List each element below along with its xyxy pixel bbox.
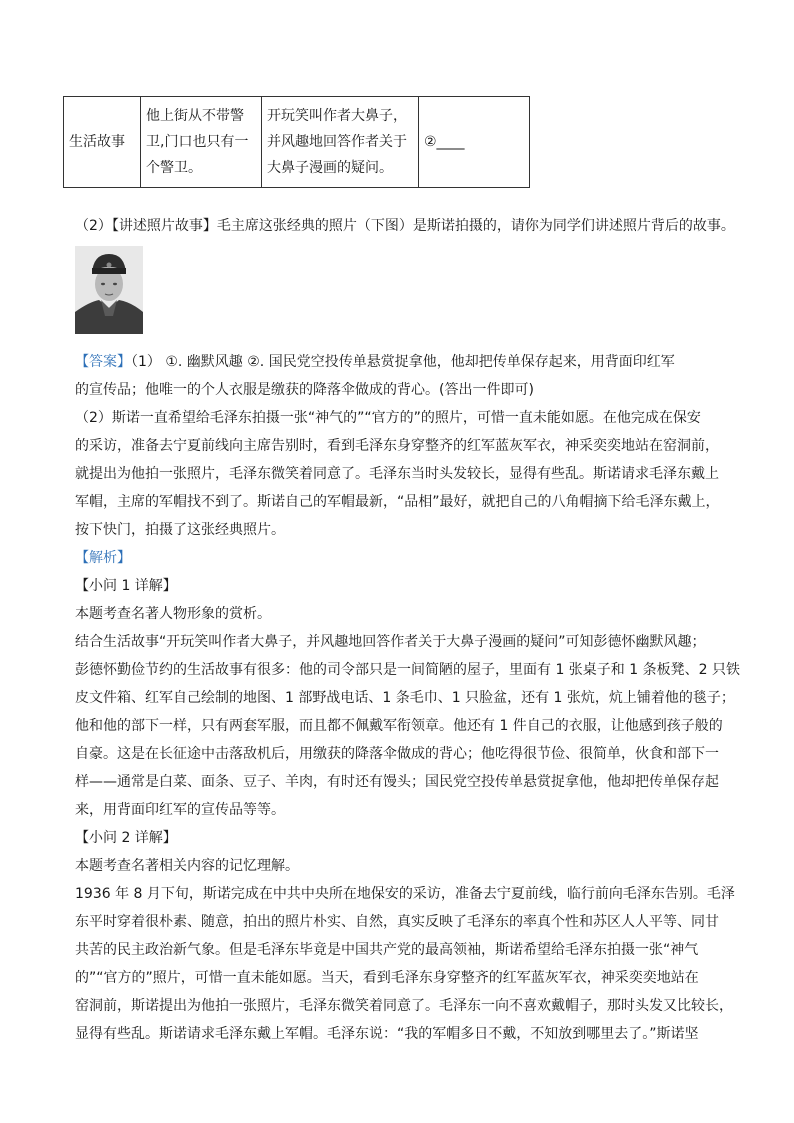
answer-text: （1） ①. 幽默风趣 ②. 国民党空投传单悬赏捉拿他，他却把传单保存起来，用背面印红军 bbox=[131, 354, 675, 370]
table-row bbox=[64, 97, 530, 188]
photo-container bbox=[75, 240, 755, 348]
cell-line: 开玩笑叫作者大鼻子， bbox=[267, 108, 407, 124]
story-cell-2 bbox=[262, 97, 419, 188]
analysis-line: 彭德怀勤俭节约的生活故事有很多：他的司令部只是一间简陋的屋子，里面有 1 张桌子和 1 条板凳、2 只铁 bbox=[75, 662, 740, 678]
row-label: 生活故事 bbox=[69, 134, 125, 150]
blank-answer: ②____ bbox=[424, 134, 465, 150]
analysis-line: 的”“官方的”照片，可惜一直未能如愿。当天，看到毛泽东身穿整齐的红军蓝灰军衣，神采奕奕地站在 bbox=[75, 970, 699, 986]
sub-question-1-title: 【小问 1 详解】 bbox=[75, 578, 177, 594]
document-body bbox=[75, 212, 755, 1048]
analysis-line: 显得有些乱。斯诺请求毛泽东戴上军帽。毛泽东说：“我的军帽多日不戴，不知放到哪里去了。”斯诺坚 bbox=[75, 1026, 699, 1042]
cell-line: 个警卫。 bbox=[146, 160, 202, 176]
blank-answer-cell bbox=[419, 97, 530, 188]
analysis-line: 他和他的部下一样，只有两套军服，而且都不佩戴军衔领章。他还有 1 件自己的衣服，让他感到孩子般的 bbox=[75, 718, 723, 734]
question-2: （2）【讲述照片故事】毛主席这张经典的照片（下图）是斯诺拍摄的，请你为同学们讲述照片背后的故事。 bbox=[75, 218, 735, 234]
analysis-tag: 【解析】 bbox=[75, 550, 131, 566]
answer-line: 就提出为他拍一张照片，毛泽东微笑着同意了。毛泽东当时头发较长，显得有些乱。斯诺请求毛泽东戴上 bbox=[75, 466, 719, 482]
analysis-line: 东平时穿着很朴素、随意，拍出的照片朴实、自然，真实反映了毛泽东的率真个性和苏区人人平等、同甘 bbox=[75, 914, 719, 930]
analysis-line: 窑洞前，斯诺提出为他拍一张照片，毛泽东微笑着同意了。毛泽东一向不喜欢戴帽子，那时头发又比较长， bbox=[75, 998, 733, 1014]
story-cell-1 bbox=[141, 97, 262, 188]
analysis-line: 结合生活故事“开玩笑叫作者大鼻子，并风趣地回答作者关于大鼻子漫画的疑问”可知彭德怀幽默风趣； bbox=[75, 634, 706, 650]
story-table bbox=[63, 96, 530, 188]
answer-tag: 【答案】 bbox=[75, 354, 131, 370]
row-label-cell bbox=[64, 97, 141, 188]
analysis-line: 共苦的民主政治新气象。但是毛泽东毕竟是中国共产党的最高领袖，斯诺希望给毛泽东拍摄一张“神气 bbox=[75, 942, 699, 958]
answer-line: 按下快门，拍摄了这张经典照片。 bbox=[75, 522, 285, 538]
cell-line: 大鼻子漫画的疑问。 bbox=[267, 160, 393, 176]
answer-line: （2）斯诺一直希望给毛泽东拍摄一张“神气的”“官方的”的照片，可惜一直未能如愿。在他完成在保安 bbox=[75, 410, 701, 426]
cell-line: 卫,门口也只有一 bbox=[146, 134, 249, 150]
analysis-line: 本题考查名著相关内容的记忆理解。 bbox=[75, 858, 299, 874]
analysis-line: 1936 年 8 月下旬，斯诺完成在中共中央所在地保安的采访，准备去宁夏前线，临行前向毛泽东告别。毛泽 bbox=[75, 886, 735, 902]
portrait-photo bbox=[75, 246, 143, 334]
analysis-line: 本题考查名著人物形象的赏析。 bbox=[75, 606, 271, 622]
analysis-line: 来，用背面印红军的宣传品等等。 bbox=[75, 802, 285, 818]
analysis-line: 自豪。这是在长征途中击落敌机后，用缴获的降落伞做成的背心；他吃得很节俭、很简单，伙食和部下一 bbox=[75, 746, 719, 762]
cell-line: 他上街从不带警 bbox=[146, 108, 244, 124]
analysis-line: 皮文件箱、红军自己绘制的地图、1 部野战电话、1 条毛巾、1 只脸盆，还有 1 张炕，炕上铺着他的毯子； bbox=[75, 690, 735, 706]
answer-line: 的采访，准备去宁夏前线向主席告别时，看到毛泽东身穿整齐的红军蓝灰军衣，神采奕奕地站在窑洞前， bbox=[75, 438, 719, 454]
answer-line: 的宣传品；他唯一的个人衣服是缴获的降落伞做成的背心。(答出一件即可) bbox=[75, 382, 534, 398]
analysis-line: 样——通常是白菜、面条、豆子、羊肉，有时还有馒头；国民党空投传单悬赏捉拿他，他却把传单保存起 bbox=[75, 774, 719, 790]
cell-line: 并风趣地回答作者关于 bbox=[267, 134, 407, 150]
answer-line bbox=[75, 348, 755, 376]
sub-question-2-title: 【小问 2 详解】 bbox=[75, 830, 177, 846]
answer-line: 军帽，主席的军帽找不到了。斯诺自己的军帽最新，“品相”最好，就把自己的八角帽摘下给毛泽东戴上， bbox=[75, 494, 720, 510]
